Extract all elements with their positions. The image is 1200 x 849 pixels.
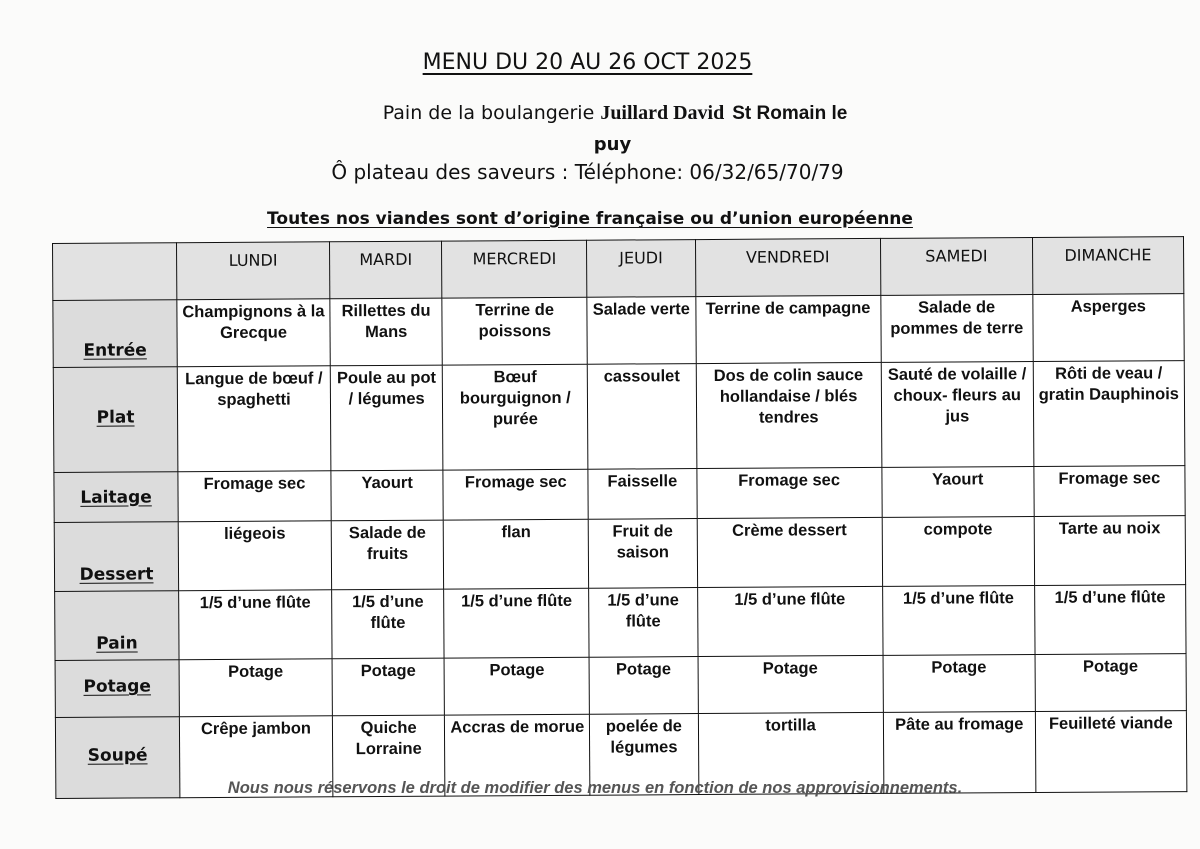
menu-cell: Quiche Lorraine [332,715,445,797]
day-header-dimanche: DIMANCHE [1032,237,1184,295]
menu-cell: 1/5 d’une flûte [589,588,698,658]
menu-cell: Pâte au fromage [883,712,1035,794]
menu-cell: Salade de pommes de terre [881,295,1033,363]
table-corner-cell [53,243,177,301]
row-label-entree [53,300,177,368]
menu-cell: Poule au pot / légumes [330,365,443,471]
menu-cell: Potage [883,655,1035,713]
menu-cell: cassoulet [588,364,697,470]
menu-cell: Fromage sec [178,471,331,522]
menu-cell: Langue de bœuf / spaghetti [177,366,331,472]
table-row-plat [53,361,1185,473]
row-label-text: Pain [96,633,138,654]
menu-cell: Fruit de saison [589,519,698,589]
weekly-menu-table [52,236,1187,799]
menu-cell: liégeois [178,521,331,591]
day-header-jeudi: JEUDI [587,240,696,298]
menu-cell: Terrine de campagne [695,295,881,363]
menu-cell: 1/5 d’une flûte [444,588,589,658]
row-label-laitage [54,472,178,523]
menu-cell: flan [444,519,589,589]
menu-cell: Rôti de veau / gratin Dauphinois [1033,361,1185,467]
row-label-text: Entrée [83,340,147,361]
row-label-potage [55,660,179,718]
row-label-pain [55,591,179,661]
row-label-text: Plat [96,407,135,428]
bakery-name: Juillard David [600,102,725,124]
menu-cell: Asperges [1033,294,1185,362]
menu-cell: Potage [1035,654,1187,712]
day-header-vendredi: VENDREDI [695,238,881,296]
table-row-entree [53,294,1184,368]
menu-cell: Champignons à la Grecque [177,299,330,367]
menu-title-text: MENU DU 20 AU 26 OCT 2025 [422,50,753,75]
menu-cell: Dos de colin sauce hollandaise / blés tendres [696,362,882,468]
menu-cell: Potage [179,659,332,717]
row-label-text: Potage [83,676,151,697]
bakery-line [0,102,1200,125]
menu-cell: 1/5 d’une flûte [332,589,445,659]
menu-cell: Fromage sec [443,469,588,520]
table-row-laitage [54,466,1185,523]
menu-cell: Yaourt [331,470,444,521]
menu-cell: Bœuf bourguignon / purée [443,364,589,470]
menu-cell: 1/5 d’une flûte [179,590,332,660]
table-row-potage [55,654,1186,718]
menu-cell: 1/5 d’une flûte [882,586,1034,656]
menu-cell: poelée de légumes [590,714,699,796]
menu-cell: tortilla [698,712,884,794]
menu-cell: Fromage sec [1034,466,1186,517]
meat-origin-notice-text: Toutes nos viandes sont d’origine française ou d’union européenne [267,209,913,229]
menu-cell: Faisselle [588,469,696,520]
menu-cell: Feuilleté viande [1035,711,1187,793]
caterer-contact: Ô plateau des saveurs : Téléphone: 06/32/65/70/79 [331,160,844,184]
row-label-plat [53,367,178,473]
disclaimer-footer: Nous nous réservons le droit de modifier des menus en fonction de nos approvisionnements. [227,779,963,797]
menu-cell: Sauté de volaille / choux- fleurs au jus [881,362,1034,468]
row-label-text: Dessert [79,564,154,585]
menu-cell: Accras de morue [445,714,591,796]
menu-title [0,50,1175,75]
table-header-row [53,237,1184,301]
row-label-dessert [54,522,178,592]
menu-cell: Rillettes du Mans [330,298,443,366]
menu-cell: Salade verte [587,297,696,365]
menu-cell: Potage [444,657,589,715]
bakery-location-continued: puy [593,134,632,155]
row-label-text: Soupé [87,745,148,766]
menu-cell: Potage [698,655,884,713]
menu-cell: Potage [589,657,698,715]
menu-cell: 1/5 d’une flûte [697,586,883,656]
menu-cell: Tarte au noix [1034,516,1186,586]
menu-cell: Crêpe jambon [179,716,332,798]
day-header-lundi: LUNDI [177,242,330,300]
row-label-text: Laitage [80,486,152,508]
menu-cell: Terrine de poissons [442,297,587,365]
bakery-location: St Romain le [732,103,848,124]
menu-cell: 1/5 d’une flûte [1034,585,1186,655]
day-header-mercredi: MERCREDI [442,240,587,298]
menu-cell: Potage [332,658,445,716]
menu-cell: Fromage sec [696,467,882,518]
day-header-mardi: MARDI [329,241,442,299]
menu-cell: Yaourt [882,467,1034,518]
meat-origin-notice [0,209,1180,229]
bakery-prefix: Pain de la boulangerie [382,102,601,124]
menu-cell: compote [882,517,1034,587]
menu-cell: Salade de fruits [331,520,444,590]
day-header-samedi: SAMEDI [880,238,1032,296]
menu-cell: Crème dessert [697,517,883,587]
table-row-dessert [54,516,1185,592]
table-row-pain [55,585,1186,661]
